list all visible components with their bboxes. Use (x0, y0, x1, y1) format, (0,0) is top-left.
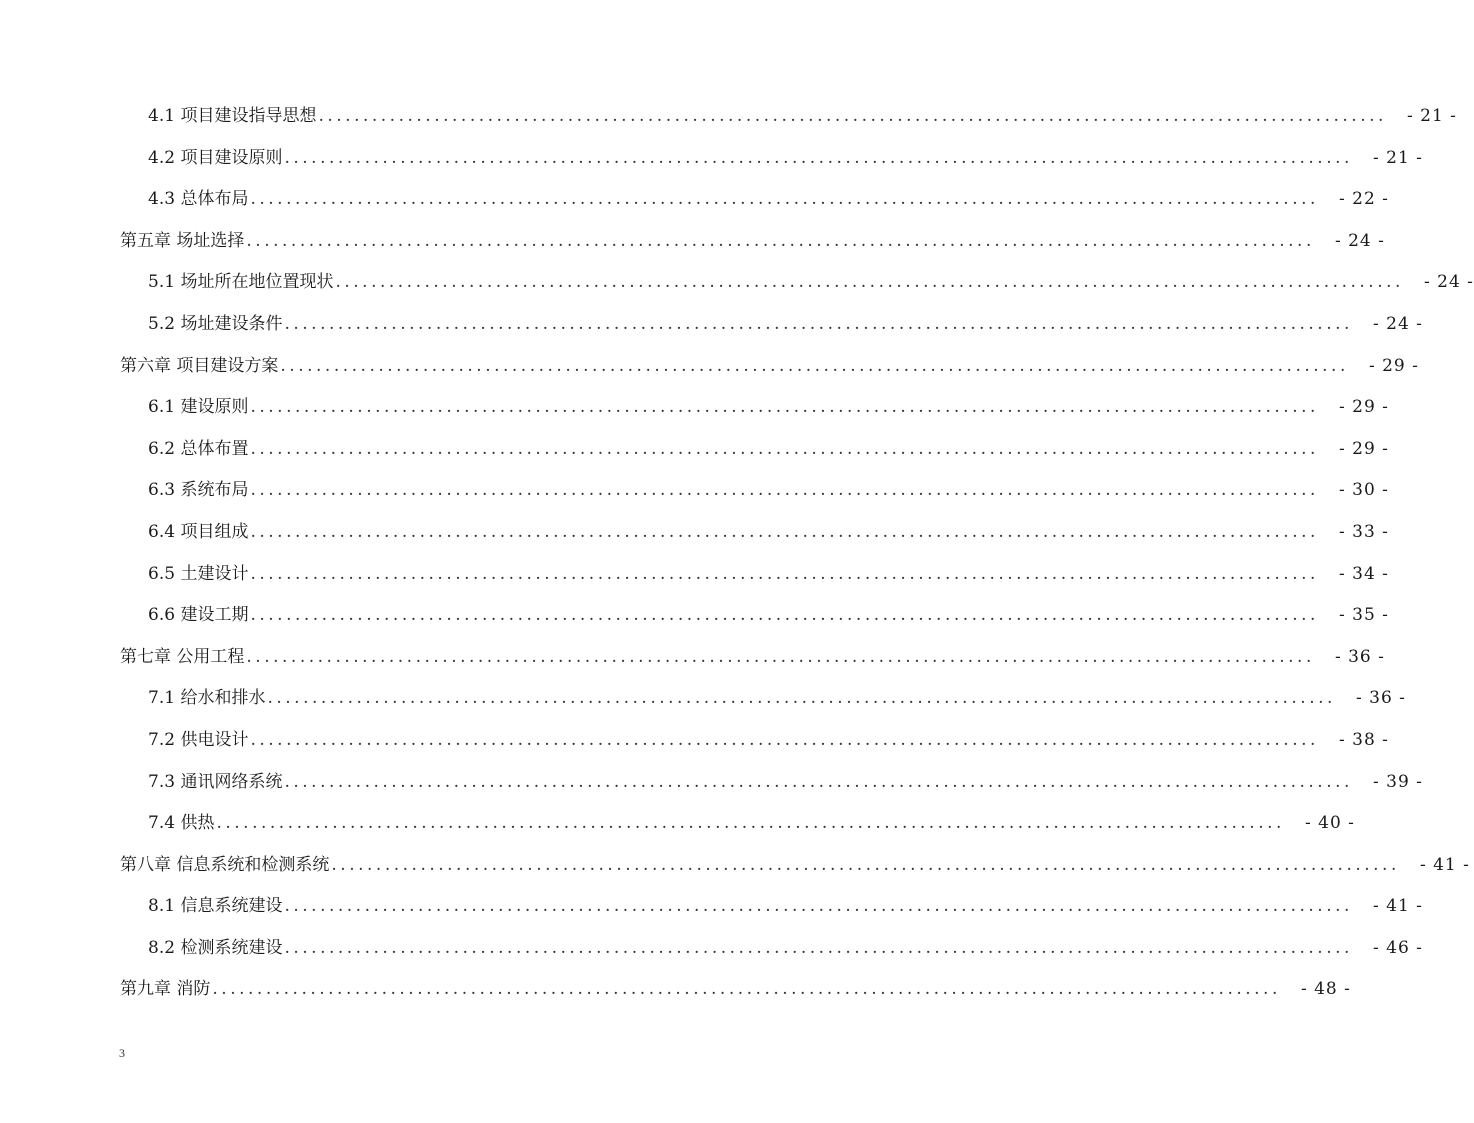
toc-dot-leader: ........................................................................................................................ (216, 813, 1285, 834)
toc-entry[interactable] (120, 595, 1389, 637)
toc-entry[interactable] (120, 387, 1389, 429)
toc-entry-page: - 48 - (1300, 979, 1351, 1000)
toc-dot-leader: ........................................................................................................................ (250, 729, 1319, 750)
toc-dot-leader: ........................................................................................................................ (250, 521, 1319, 542)
toc-entry-page: - 30 - (1338, 480, 1389, 501)
toc-dot-leader: ........................................................................................................................ (250, 189, 1319, 210)
toc-entry[interactable] (120, 637, 1385, 679)
toc-entry-page: - 24 - (1372, 313, 1423, 334)
toc-dot-leader: ........................................................................................................................ (250, 397, 1319, 418)
toc-entry-title: 7.3 通讯网络系统 (148, 771, 283, 792)
toc-entry[interactable] (120, 346, 1419, 388)
toc-entry-page: - 29 - (1338, 438, 1389, 459)
toc-entry-page: - 21 - (1372, 147, 1423, 168)
toc-entry-page: - 33 - (1338, 521, 1389, 542)
toc-dot-leader: ........................................................................................................................ (250, 438, 1319, 459)
toc-dot-leader: ........................................................................................................................ (246, 646, 1315, 667)
toc-entry[interactable] (120, 221, 1385, 263)
toc-entry-page: - 24 - (1423, 272, 1474, 293)
toc-entry[interactable] (120, 138, 1423, 180)
toc-entry[interactable] (120, 928, 1423, 970)
toc-entry-title: 第六章 项目建设方案 (120, 355, 279, 376)
toc-entry-title: 6.1 建设原则 (148, 397, 249, 418)
toc-entry-page: - 21 - (1406, 106, 1457, 126)
toc-entry-title: 4.2 项目建设原则 (148, 147, 283, 168)
page-number: 3 (119, 1046, 125, 1060)
toc-entry[interactable] (120, 96, 1457, 138)
toc-dot-leader: ........................................................................................................................ (250, 605, 1319, 626)
toc-entry-title: 7.4 供热 (148, 813, 215, 834)
toc-dot-leader: ........................................................................................................................ (331, 854, 1400, 875)
toc-entry[interactable] (120, 179, 1389, 221)
toc-entry-page: - 29 - (1338, 397, 1389, 418)
toc-dot-leader: ........................................................................................................................ (280, 355, 1349, 376)
toc-entry-page: - 29 - (1368, 355, 1419, 376)
toc-entry-title: 第八章 信息系统和检测系统 (120, 854, 330, 875)
toc-dot-leader: ........................................................................................................................ (212, 979, 1281, 1000)
toc-entry-title: 7.1 给水和排水 (148, 688, 266, 709)
toc-entry-page: - 41 - (1372, 896, 1423, 917)
toc-entry-page: - 40 - (1304, 813, 1355, 834)
toc-entry-title: 4.3 总体布局 (148, 189, 249, 210)
toc-entry[interactable] (120, 470, 1389, 512)
toc-entry-title: 6.4 项目组成 (148, 521, 249, 542)
toc-entry[interactable] (120, 304, 1423, 346)
toc-entry[interactable] (120, 262, 1474, 304)
toc-entry[interactable] (120, 803, 1355, 845)
toc-entry-page: - 35 - (1338, 605, 1389, 626)
toc-entry[interactable] (120, 969, 1351, 1011)
toc-entry-title: 8.1 信息系统建设 (148, 896, 283, 917)
toc-entry-page: - 36 - (1355, 688, 1406, 709)
toc-dot-leader: ........................................................................................................................ (250, 563, 1319, 584)
toc-dot-leader: ........................................................................................................................ (284, 771, 1353, 792)
toc-entry-title: 6.6 建设工期 (148, 605, 249, 626)
toc-entry-title: 7.2 供电设计 (148, 729, 249, 750)
toc-entry-title: 8.2 检测系统建设 (148, 937, 283, 958)
toc-entry[interactable] (120, 678, 1406, 720)
toc-entry-title: 5.2 场址建设条件 (148, 313, 283, 334)
toc-dot-leader: ........................................................................................................................ (284, 147, 1353, 168)
toc-dot-leader: ........................................................................................................................ (318, 106, 1387, 126)
toc-entry[interactable] (120, 762, 1423, 804)
toc-entry[interactable] (120, 554, 1389, 596)
toc-entry-title: 6.2 总体布置 (148, 438, 249, 459)
toc-entry-page: - 36 - (1334, 646, 1385, 667)
table-of-contents (120, 96, 1474, 1011)
toc-entry[interactable] (120, 512, 1389, 554)
toc-entry-title: 第五章 场址选择 (120, 230, 245, 251)
toc-entry-page: - 34 - (1338, 563, 1389, 584)
toc-entry-page: - 38 - (1338, 729, 1389, 750)
toc-dot-leader: ........................................................................................................................ (267, 688, 1336, 709)
toc-entry-title: 6.3 系统布局 (148, 480, 249, 501)
toc-entry-title: 第九章 消防 (120, 979, 211, 1000)
toc-entry[interactable] (120, 720, 1389, 762)
toc-dot-leader: ........................................................................................................................ (335, 272, 1404, 293)
toc-entry-title: 第七章 公用工程 (120, 646, 245, 667)
toc-entry-page: - 22 - (1338, 189, 1389, 210)
toc-entry-title: 4.1 项目建设指导思想 (148, 106, 317, 126)
toc-dot-leader: ........................................................................................................................ (250, 480, 1319, 501)
toc-entry-page: - 39 - (1372, 771, 1423, 792)
toc-entry[interactable] (120, 845, 1470, 887)
toc-dot-leader: ........................................................................................................................ (284, 937, 1353, 958)
toc-entry-page: - 24 - (1334, 230, 1385, 251)
toc-dot-leader: ........................................................................................................................ (246, 230, 1315, 251)
toc-entry[interactable] (120, 429, 1389, 471)
toc-entry[interactable] (120, 886, 1423, 928)
toc-entry-page: - 41 - (1419, 854, 1470, 875)
toc-entry-title: 6.5 土建设计 (148, 563, 249, 584)
toc-entry-title: 5.1 场址所在地位置现状 (148, 272, 334, 293)
toc-dot-leader: ........................................................................................................................ (284, 896, 1353, 917)
toc-entry-page: - 46 - (1372, 937, 1423, 958)
toc-dot-leader: ........................................................................................................................ (284, 313, 1353, 334)
